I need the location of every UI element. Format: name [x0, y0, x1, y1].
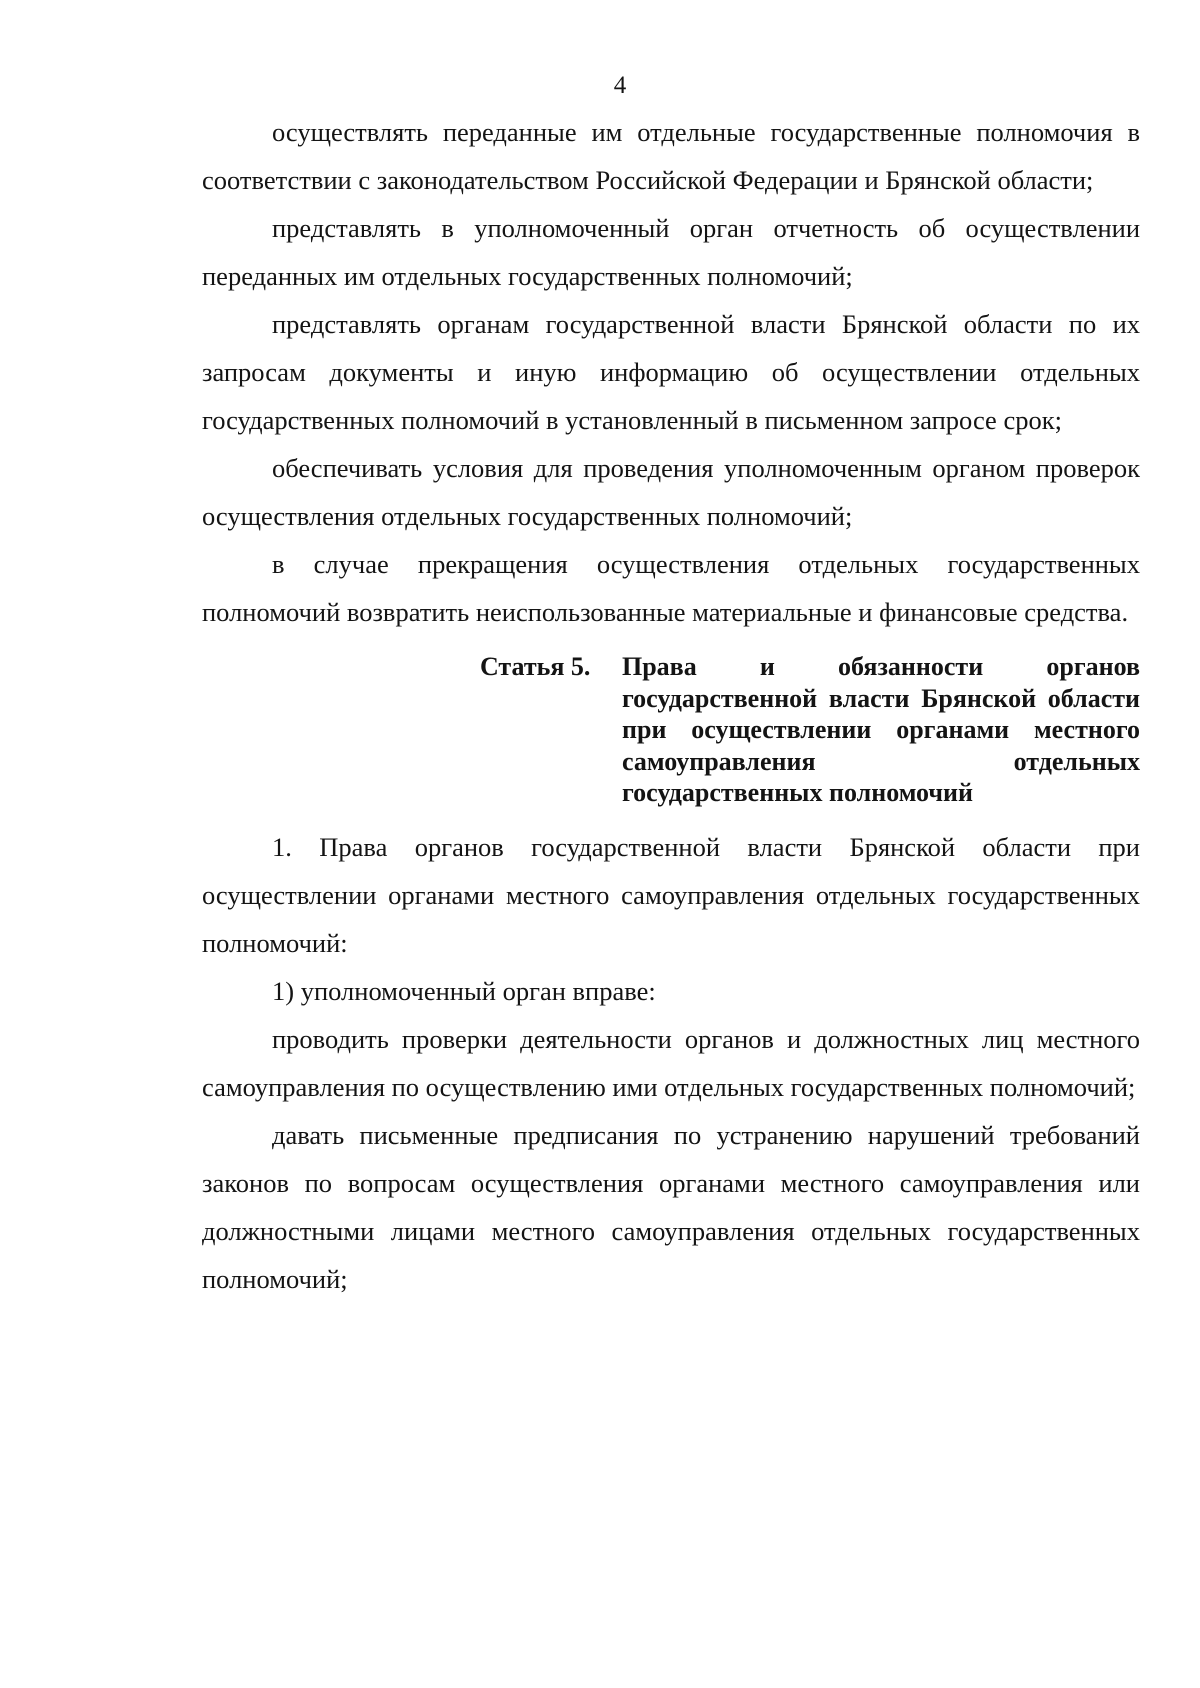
- paragraph: проводить проверки деятельности органов и должностных лиц местного самоуправления по осуществлению ими отдельных государственных полномочий;: [202, 1023, 1140, 1102]
- paragraph: представлять в уполномоченный орган отчетность об осуществлении переданных им отдельных государственных полномочий;: [202, 213, 1140, 291]
- document-body: [202, 108, 1140, 1303]
- article-title: Права и обязанности органов государственной власти Брянской области при осуществлении органами местного самоуправления отдельных государственных полномочий: [622, 652, 1140, 807]
- paragraph: в случае прекращения осуществления отдельных государственных полномочий возвратить неиспользованные материальные и финансовые средства.: [202, 549, 1140, 627]
- article-label: Статья 5.: [480, 652, 591, 681]
- article-heading: [202, 651, 1140, 809]
- page-number: 4: [613, 72, 627, 99]
- paragraph: 1) уполномоченный орган вправе:: [272, 975, 656, 1006]
- paragraph: давать письменные предписания по устранению нарушений требований законов по вопросам осуществления органами местного самоуправления или должностными лицами местного самоуправления отдельных государственных полномочий;: [202, 1119, 1140, 1294]
- paragraph: осуществлять переданные им отдельные государственные полномочия в соответствии с законодательством Российской Федерации и Брянской области;: [202, 117, 1140, 195]
- paragraph: 1. Права органов государственной власти Брянской области при осуществлении органами местного самоуправления отдельных государственных полномочий:: [202, 831, 1140, 958]
- paragraph: представлять органам государственной власти Брянской области по их запросам документы и иную информацию об осуществлении отдельных государственных полномочий в установленный в письменном запросе срок;: [202, 309, 1140, 435]
- paragraph: обеспечивать условия для проведения уполномоченным органом проверок осуществления отдельных государственных полномочий;: [202, 453, 1140, 531]
